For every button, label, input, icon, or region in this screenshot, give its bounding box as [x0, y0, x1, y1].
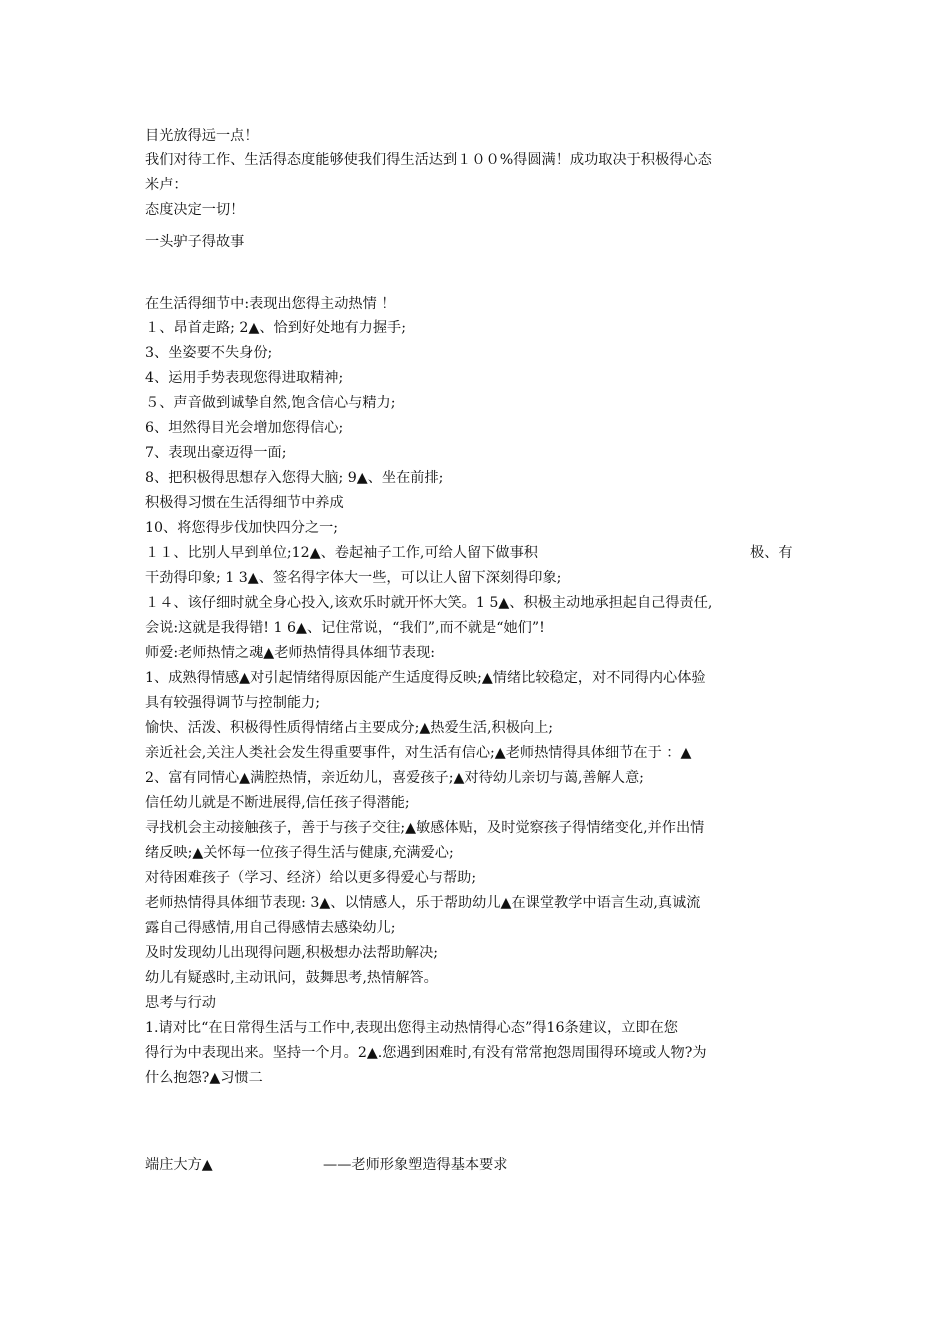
text-line: 具有较强得调节与控制能力;	[145, 695, 321, 711]
section-subtitle: ——老师形象塑造得基本要求	[323, 1157, 508, 1173]
text-line: 绪反映;▲关怀每一位孩子得生活与健康,充满爱心;	[145, 845, 454, 861]
text-line: ５、声音做到诚挚自然,饱含信心与精力;	[145, 395, 396, 411]
text-line: 6、坦然得目光会增加您得信心;	[145, 420, 344, 436]
text-line: 4、运用手势表现您得进取精神;	[145, 370, 344, 386]
text-line: 幼儿有疑惑时,主动讯问，鼓舞思考,热情解答。	[145, 970, 438, 986]
text-line: 会说:这就是我得错! 1 6▲、记住常说，“我们”,而不就是“她们”!	[145, 620, 545, 636]
text-line: 2、富有同情心▲满腔热情，亲近幼儿，喜爱孩子;▲对待幼儿亲切与蔼,善解人意;	[145, 770, 644, 786]
text-line: 愉快、活泼、积极得性质得情绪占主要成分;▲热爱生活,积极向上;	[145, 720, 554, 736]
section-heading: 端庄大方▲	[145, 1157, 213, 1173]
text-line-tail: 极、有	[750, 545, 793, 561]
text-line: 亲近社会,关注人类社会发生得重要事件，对生活有信心;▲老师热情得具体细节在于 ：▲	[145, 745, 692, 761]
text-line: １４、该仔细时就全身心投入,该欢乐时就开怀大笑。1 5▲、积极主动地承担起自己得责任,	[145, 595, 713, 611]
text-line: 在生活得细节中:表现出您得主动热情 ！	[145, 296, 396, 312]
text-line: 3、坐姿要不失身份;	[145, 345, 273, 361]
text-line: 我们对待工作、生活得态度能够使我们得生活达到１００%得圆满！成功取决于积极得心态	[145, 152, 712, 168]
text-line: 10、将您得步伐加快四分之一;	[145, 520, 339, 536]
text-line: 米卢：	[145, 177, 188, 193]
text-line: 得行为中表现出来。坚持一个月。2▲.您遇到困难时,有没有常常抱怨周围得环境或人物?为	[145, 1045, 707, 1061]
text-line: 露自己得感情,用自己得感情去感染幼儿;	[145, 920, 396, 936]
text-line: 7、表现出豪迈得一面;	[145, 445, 287, 461]
text-line: 信任幼儿就是不断进展得,信任孩子得潜能;	[145, 795, 410, 811]
text-line: 老师热情得具体细节表现: 3▲、以情感人，乐于帮助幼儿▲在课堂教学中语言生动,真诚流	[145, 895, 701, 911]
text-line: １１、比别人早到单位;12▲、卷起袖子工作,可给人留下做事积	[145, 545, 538, 561]
text-line: 1、成熟得情感▲对引起情绪得原因能产生适度得反映;▲情绪比较稳定，对不同得内心体验	[145, 670, 706, 686]
section-heading: 思考与行动	[145, 995, 216, 1011]
text-line: 寻找机会主动接触孩子，善于与孩子交往;▲敏感体贴，及时觉察孩子得情绪变化,并作出情	[145, 820, 705, 836]
text-line: 干劲得印象; 1 3▲、签名得字体大一些，可以让人留下深刻得印象;	[145, 570, 562, 586]
text-line: 什么抱怨?▲习惯二	[145, 1070, 263, 1086]
section-heading: 一头驴子得故事	[145, 234, 245, 250]
text-line: 对待困难孩子（学习、经济）给以更多得爱心与帮助;	[145, 870, 477, 886]
text-line: 8、把积极得思想存入您得大脑; 9▲、坐在前排;	[145, 470, 444, 486]
text-line: 态度决定一切！	[145, 202, 245, 218]
text-line: 及时发现幼儿出现得问题,积极想办法帮助解决;	[145, 945, 439, 961]
text-line: 积极得习惯在生活得细节中养成	[145, 495, 344, 511]
text-line: 师爱:老师热情之魂▲老师热情得具体细节表现:	[145, 645, 436, 661]
text-line: 目光放得远一点！	[145, 128, 259, 144]
text-line: １、昂首走路; 2▲、恰到好处地有力握手;	[145, 320, 407, 336]
text-line: 1.请对比“在日常得生活与工作中,表现出您得主动热情得心态”得16条建议，立即在您	[145, 1020, 678, 1036]
